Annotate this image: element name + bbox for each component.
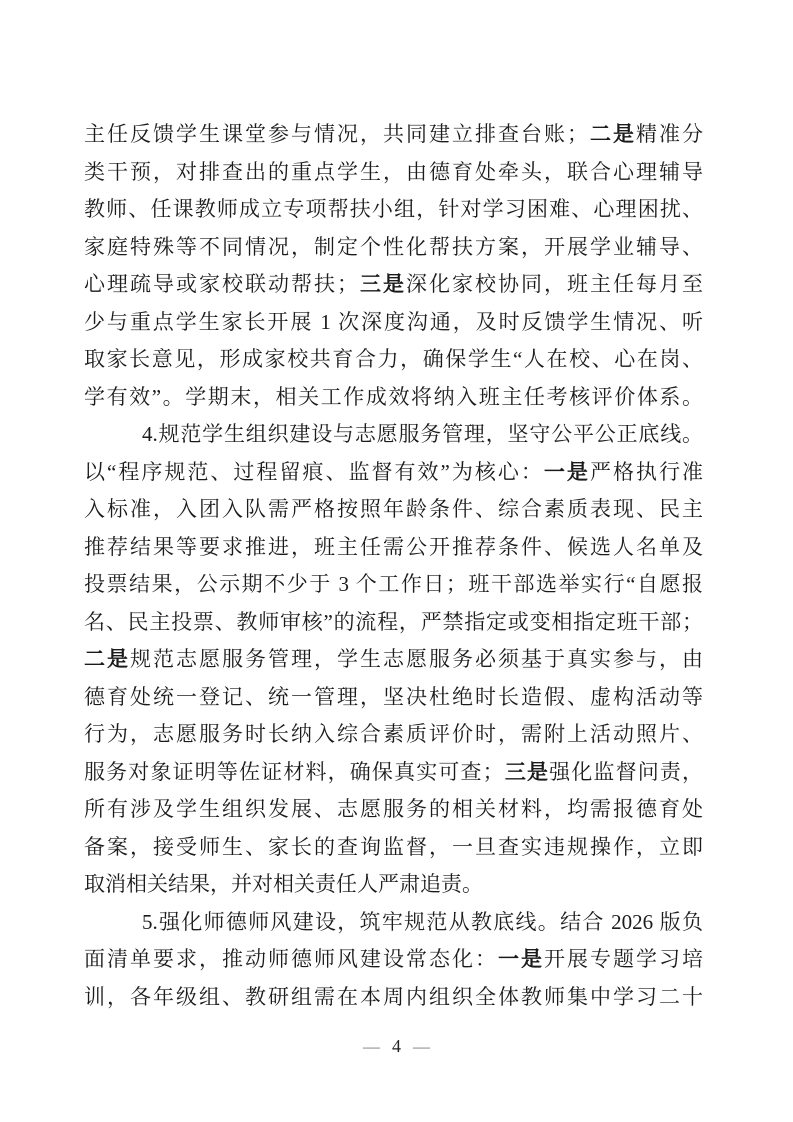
text-line [84, 341, 703, 379]
bold-lead-in: 三是 [503, 760, 550, 784]
text-segment: 面清单要求，推动师德师风建设常态化： [84, 947, 498, 971]
footer-dash-left: — [363, 1037, 380, 1056]
bold-lead-in: 三是 [358, 273, 406, 296]
text-segment: 推荐结果等要求推进，班主任需公开推荐条件、候选人名单及 [84, 534, 703, 559]
bold-lead-in: 二是 [588, 123, 636, 146]
text-segment: 5.强化师德师风建设，筑牢规范从教底线。结合 2026 版负 [142, 909, 703, 934]
text-line [84, 791, 703, 829]
text-line [84, 641, 703, 679]
text-line [84, 754, 703, 792]
text-segment: 取家长意见，形成家校共育合力，确保学生“人在校、心在岗、 [84, 347, 703, 371]
text-line [84, 191, 703, 229]
text-line [84, 454, 703, 492]
text-segment: 心理疏导或家校联动帮扶； [84, 272, 358, 296]
text-segment: 训，各年级组、教研组需在本周内组织全体教师集中学习二十 [84, 984, 703, 1009]
text-line [84, 829, 703, 867]
text-segment: 名、民主投票、教师审核”的流程，严禁指定或变相指定班干部； [84, 609, 703, 634]
footer-dash-right: — [413, 1037, 430, 1056]
bold-lead-in: 一是 [498, 948, 544, 971]
text-line [84, 904, 703, 942]
bold-lead-in: 一是 [543, 460, 590, 484]
page-number: 4 [392, 1036, 401, 1056]
text-line [84, 679, 703, 717]
text-segment: 4.规范学生组织建设与志愿服务管理，坚守公平公正底线。 [142, 422, 703, 446]
text-line [84, 979, 703, 1017]
text-line [84, 379, 703, 417]
text-segment: 类干预，对排查出的重点学生，由德育处牵头，联合心理辅导 [84, 159, 703, 184]
text-segment: 精准分 [636, 122, 703, 146]
text-line [84, 941, 703, 979]
text-segment: 行为，志愿服务时长纳入综合素质评价时，需附上活动照片、 [84, 722, 703, 746]
page-footer [0, 1036, 793, 1057]
text-segment: 强化监督问责， [549, 759, 703, 784]
text-segment: 德育处统一登记、统一管理，坚决杜绝时长造假、虚构活动等 [84, 684, 703, 709]
text-line [84, 304, 703, 342]
text-segment: 深化家校协同，班主任每月至 [406, 272, 703, 296]
text-segment: 主任反馈学生课堂参与情况，共同建立排查台账； [84, 122, 588, 146]
text-segment: 开展专题学习培 [544, 947, 703, 971]
text-segment: 备案，接受师生、家长的查询监督，一旦查实违规操作，立即 [84, 834, 703, 859]
text-segment: 服务对象证明等佐证材料，确保真实可查； [84, 759, 504, 784]
text-line [84, 716, 703, 754]
text-segment: 入标准，入团入队需严格按照年龄条件、综合素质表现、民主 [84, 497, 703, 521]
text-segment: 投票结果，公示期不少于 3 个工作日；班干部选举实行“自愿报 [84, 572, 703, 596]
text-segment: 取消相关结果，并对相关责任人严肃追责。 [84, 872, 483, 896]
text-segment: 以“程序规范、过程留痕、监督有效”为核心： [84, 459, 544, 484]
text-line [84, 116, 703, 154]
text-line [84, 266, 703, 304]
text-segment: 所有涉及学生组织发展、志愿服务的相关材料，均需报德育处 [84, 797, 703, 821]
text-line [84, 416, 703, 454]
text-line [84, 866, 703, 904]
text-line [84, 229, 703, 267]
text-line [84, 491, 703, 529]
text-segment: 规范志愿服务管理，学生志愿服务必须基于真实参与，由 [130, 647, 703, 671]
text-segment: 教师、任课教师成立专项帮扶小组，针对学习困难、心理困扰、 [84, 197, 703, 221]
text-line [84, 566, 703, 604]
bold-lead-in: 二是 [84, 648, 130, 671]
document-lines [84, 116, 703, 1016]
text-segment: 少与重点学生家长开展 1 次深度沟通，及时反馈学生情况、听 [84, 309, 703, 334]
text-segment: 家庭特殊等不同情况，制定个性化帮扶方案，开展学业辅导、 [84, 234, 703, 259]
text-line [84, 529, 703, 567]
text-line [84, 154, 703, 192]
text-segment: 学有效”。学期末，相关工作成效将纳入班主任考核评价体系。 [84, 384, 703, 409]
text-segment: 严格执行准 [589, 459, 703, 484]
text-line [84, 604, 703, 642]
